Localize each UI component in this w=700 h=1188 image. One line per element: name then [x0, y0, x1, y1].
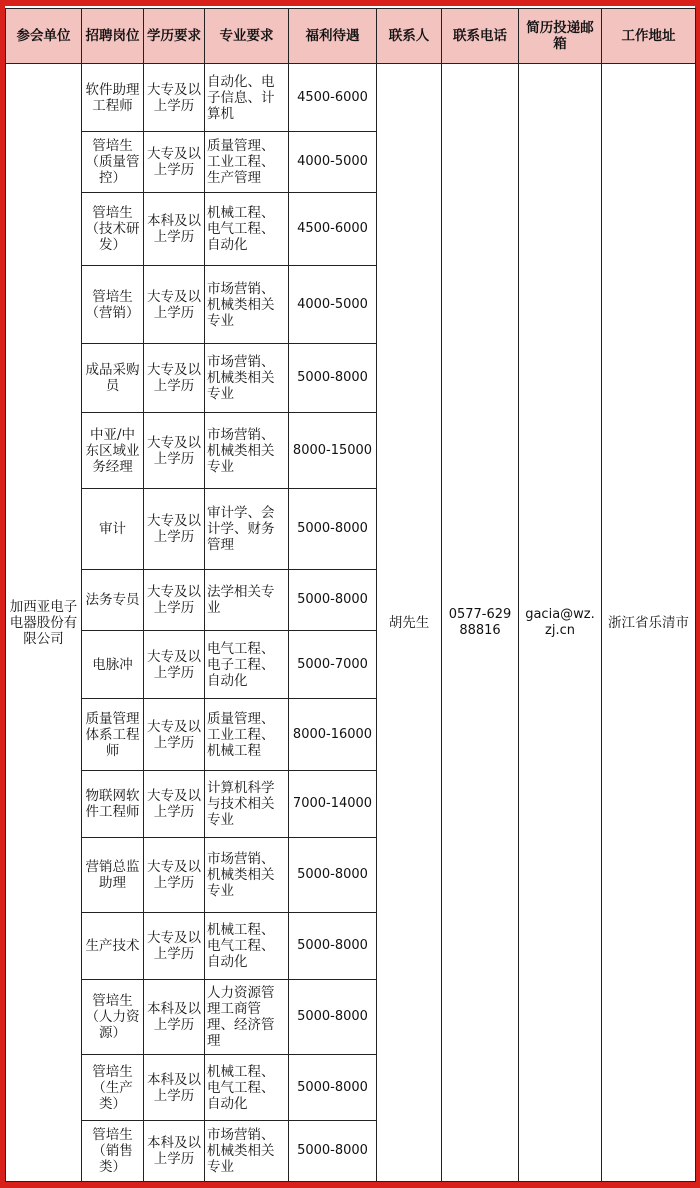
position-cell: 中亚/中东区域业务经理: [82, 413, 144, 489]
position-cell: 物联网软件工程师: [82, 770, 144, 837]
salary-cell: 5000-8000: [289, 1054, 377, 1120]
position-cell: 电脉冲: [82, 630, 144, 698]
major-cell: 机械工程、电气工程、自动化: [205, 912, 289, 979]
position-cell: 成品采购员: [82, 343, 144, 412]
position-cell: 营销总监助理: [82, 838, 144, 913]
education-cell: 大专及以上学历: [144, 630, 205, 698]
salary-cell: 5000-8000: [289, 488, 377, 569]
position-cell: 生产技术: [82, 912, 144, 979]
education-cell: 大专及以上学历: [144, 838, 205, 913]
header-row: [6, 9, 696, 64]
position-cell: 管培生（销售类）: [82, 1121, 144, 1182]
education-cell: 大专及以上学历: [144, 770, 205, 837]
salary-cell: 5000-8000: [289, 343, 377, 412]
salary-cell: 7000-14000: [289, 770, 377, 837]
major-cell: 质量管理、工业工程、生产管理: [205, 132, 289, 192]
education-cell: 本科及以上学历: [144, 1121, 205, 1182]
location-cell: 浙江省乐清市: [602, 64, 696, 1182]
header-email: 简历投递邮箱: [519, 9, 602, 64]
position-cell: 质量管理体系工程师: [82, 699, 144, 771]
education-cell: 大专及以上学历: [144, 413, 205, 489]
major-cell: 市场营销、机械类相关专业: [205, 413, 289, 489]
header-location: 工作地址: [602, 9, 696, 64]
position-cell: 软件助理工程师: [82, 64, 144, 132]
salary-cell: 8000-16000: [289, 699, 377, 771]
education-cell: 本科及以上学历: [144, 192, 205, 266]
salary-cell: 4500-6000: [289, 192, 377, 266]
contact-cell: 胡先生: [377, 64, 442, 1182]
major-cell: 审计学、会计学、财务管理: [205, 488, 289, 569]
position-cell: 管培生（质量管控）: [82, 132, 144, 192]
education-cell: 本科及以上学历: [144, 980, 205, 1055]
major-cell: 市场营销、机械类相关专业: [205, 838, 289, 913]
education-cell: 本科及以上学历: [144, 1054, 205, 1120]
education-cell: 大专及以上学历: [144, 266, 205, 344]
salary-cell: 5000-7000: [289, 630, 377, 698]
education-cell: 大专及以上学历: [144, 64, 205, 132]
position-cell: 管培生（人力资源）: [82, 980, 144, 1055]
major-cell: 法学相关专业: [205, 569, 289, 630]
position-cell: 审计: [82, 488, 144, 569]
education-cell: 大专及以上学历: [144, 699, 205, 771]
major-cell: 计算机科学与技术相关专业: [205, 770, 289, 837]
salary-cell: 8000-15000: [289, 413, 377, 489]
job-table: [5, 8, 696, 1182]
salary-cell: 5000-8000: [289, 912, 377, 979]
header-contact: 联系人: [377, 9, 442, 64]
major-cell: 质量管理、工业工程、机械工程: [205, 699, 289, 771]
header-company: 参会单位: [6, 9, 82, 64]
education-cell: 大专及以上学历: [144, 912, 205, 979]
major-cell: 机械工程、电气工程、自动化: [205, 192, 289, 266]
company-cell: 加西亚电子电器股份有限公司: [6, 64, 82, 1182]
position-cell: 法务专员: [82, 569, 144, 630]
table-row: [6, 64, 696, 132]
header-major: 专业要求: [205, 9, 289, 64]
major-cell: 自动化、电子信息、计算机: [205, 64, 289, 132]
salary-cell: 4000-5000: [289, 132, 377, 192]
major-cell: 机械工程、电气工程、自动化: [205, 1054, 289, 1120]
position-cell: 管培生（生产类）: [82, 1054, 144, 1120]
education-cell: 大专及以上学历: [144, 569, 205, 630]
email-cell: gacia@wz.zj.cn: [519, 64, 602, 1182]
salary-cell: 5000-8000: [289, 980, 377, 1055]
salary-cell: 5000-8000: [289, 569, 377, 630]
salary-cell: 5000-8000: [289, 838, 377, 913]
major-cell: 市场营销、机械类相关专业: [205, 1121, 289, 1182]
position-cell: 管培生（技术研发）: [82, 192, 144, 266]
salary-cell: 5000-8000: [289, 1121, 377, 1182]
salary-cell: 4500-6000: [289, 64, 377, 132]
education-cell: 大专及以上学历: [144, 132, 205, 192]
header-phone: 联系电话: [442, 9, 519, 64]
position-cell: 管培生（营销）: [82, 266, 144, 344]
header-salary: 福利待遇: [289, 9, 377, 64]
salary-cell: 4000-5000: [289, 266, 377, 344]
header-education: 学历要求: [144, 9, 205, 64]
education-cell: 大专及以上学历: [144, 488, 205, 569]
major-cell: 人力资源管理工商管理、经济管理: [205, 980, 289, 1055]
education-cell: 大专及以上学历: [144, 343, 205, 412]
major-cell: 市场营销、机械类相关专业: [205, 343, 289, 412]
header-position: 招聘岗位: [82, 9, 144, 64]
major-cell: 电气工程、电子工程、自动化: [205, 630, 289, 698]
phone-cell: 0577-62988816: [442, 64, 519, 1182]
major-cell: 市场营销、机械类相关专业: [205, 266, 289, 344]
